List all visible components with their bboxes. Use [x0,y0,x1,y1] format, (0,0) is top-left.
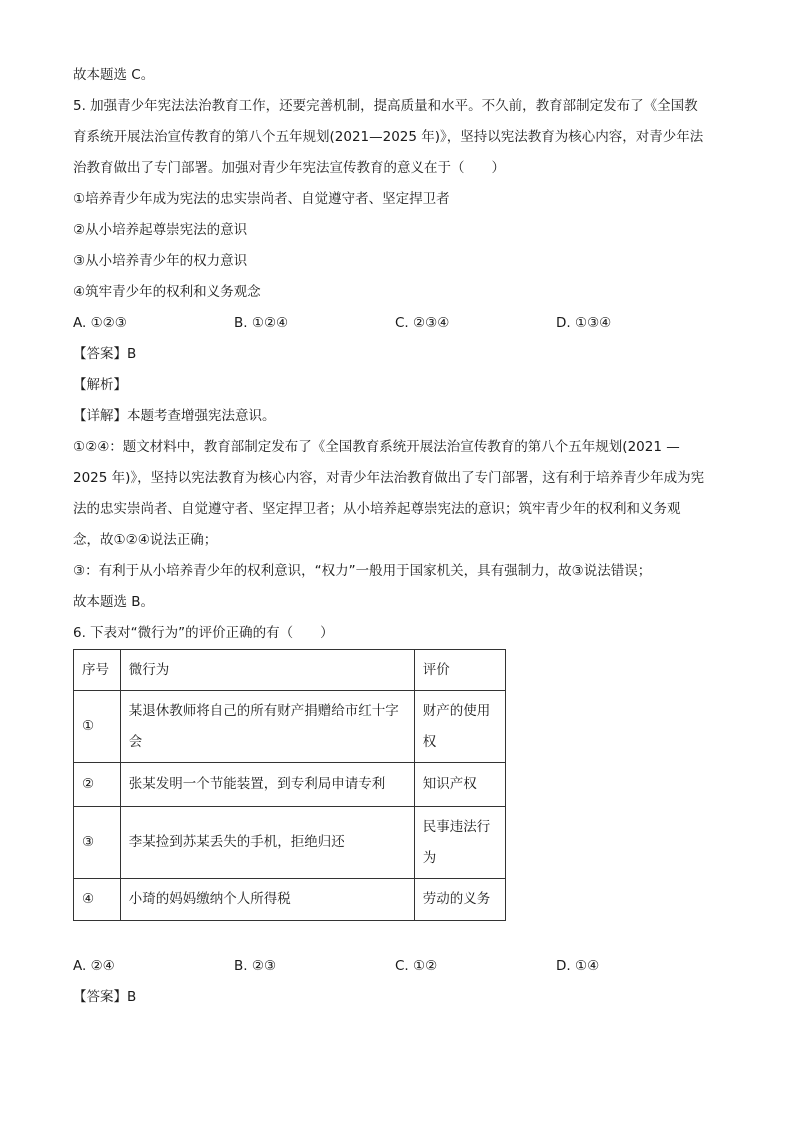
table-header-cell: 微行为 [120,650,414,691]
q5-item: ④筑牢青少年的权利和义务观念 [73,284,261,300]
q5-conclusion: 故本题选 B。 [73,594,155,610]
q5-answer: 【答案】B [73,346,137,362]
q6-option-d: D. ①④ [556,958,600,974]
table-cell-behavior: 某退休教师将自己的所有财产捐赠给市红十字会 [120,691,414,763]
q6-option-a: A. ②④ [73,958,115,974]
q5-option-c: C. ②③④ [395,315,450,331]
table-cell-behavior: 张某发明一个节能装置，到专利局申请专利 [120,763,414,807]
q5-analysis-label: 【解析】 [73,377,127,393]
table-row [74,763,506,807]
q5-option-d: D. ①③④ [556,315,612,331]
table-header-cell: 评价 [414,650,505,691]
q5-item: ②从小培养起尊崇宪法的意识 [73,222,248,238]
q5-stem-line: 治教育做出了专门部署。加强对青少年宪法宣传教育的意义在于（ ） [73,160,505,176]
q5-options [73,308,733,339]
q5-explain-line: 2025 年)》，坚持以宪法教育为核心内容，对青少年法治教育做出了专门部署，这有利于培养青少年成为宪 [73,470,705,486]
table-cell-eval: 劳动的义务 [414,879,505,921]
table-cell-eval: 知识产权 [414,763,505,807]
table-row [74,691,506,763]
q5-stem-line: 育系统开展法治宣传教育的第八个五年规划(2021—2025 年)》，坚持以宪法教育为核心内容，对青少年法 [73,129,704,145]
table-cell-no: ② [74,763,121,807]
q5-explain-line: ①②④：题文材料中，教育部制定发布了《全国教育系统开展法治宣传教育的第八个五年规划(2021 — [73,439,680,455]
q5-option-b: B. ①②④ [234,315,289,331]
table-row [74,879,506,921]
table-row [74,807,506,879]
q5-explain-line: ③：有利于从小培养青少年的权利意识，“权力”一般用于国家机关，具有强制力，故③说法错误； [73,563,652,579]
q5-item: ①培养青少年成为宪法的忠实崇尚者、自觉遵守者、坚定捍卫者 [73,191,450,207]
table-header-row [74,650,506,691]
question-5 [73,91,733,618]
q5-option-a: A. ①②③ [73,315,127,331]
q5-explain-line: 念，故①②④说法正确； [73,532,218,548]
q6-stem: 6. 下表对“微行为”的评价正确的有（ ） [73,625,334,641]
table-cell-no: ④ [74,879,121,921]
prev-conclusion: 故本题选 C。 [73,67,155,83]
question-6 [73,618,733,1013]
table-cell-no: ③ [74,807,121,879]
q6-option-c: C. ①② [395,958,438,974]
q6-option-b: B. ②③ [234,958,277,974]
spacer [73,921,733,951]
table-cell-no: ① [74,691,121,763]
table-header-cell: 序号 [74,650,121,691]
behavior-table [73,649,506,921]
q6-options [73,951,733,982]
q6-answer: 【答案】B [73,989,137,1005]
table-cell-behavior: 小琦的妈妈缴纳个人所得税 [120,879,414,921]
q5-detail: 【详解】本题考查增强宪法意识。 [73,408,276,424]
table-cell-eval: 民事违法行为 [414,807,505,879]
table-cell-eval: 财产的使用权 [414,691,505,763]
table-cell-behavior: 李某捡到苏某丢失的手机，拒绝归还 [120,807,414,879]
q5-explain-line: 法的忠实崇尚者、自觉遵守者、坚定捍卫者；从小培养起尊崇宪法的意识；筑牢青少年的权利和义务观 [73,501,681,517]
q5-item: ③从小培养青少年的权力意识 [73,253,248,269]
page-content [73,60,733,1013]
q5-stem-line: 5. 加强青少年宪法法治教育工作，还要完善机制，提高质量和水平。不久前，教育部制定发布了《全国教 [73,98,698,114]
